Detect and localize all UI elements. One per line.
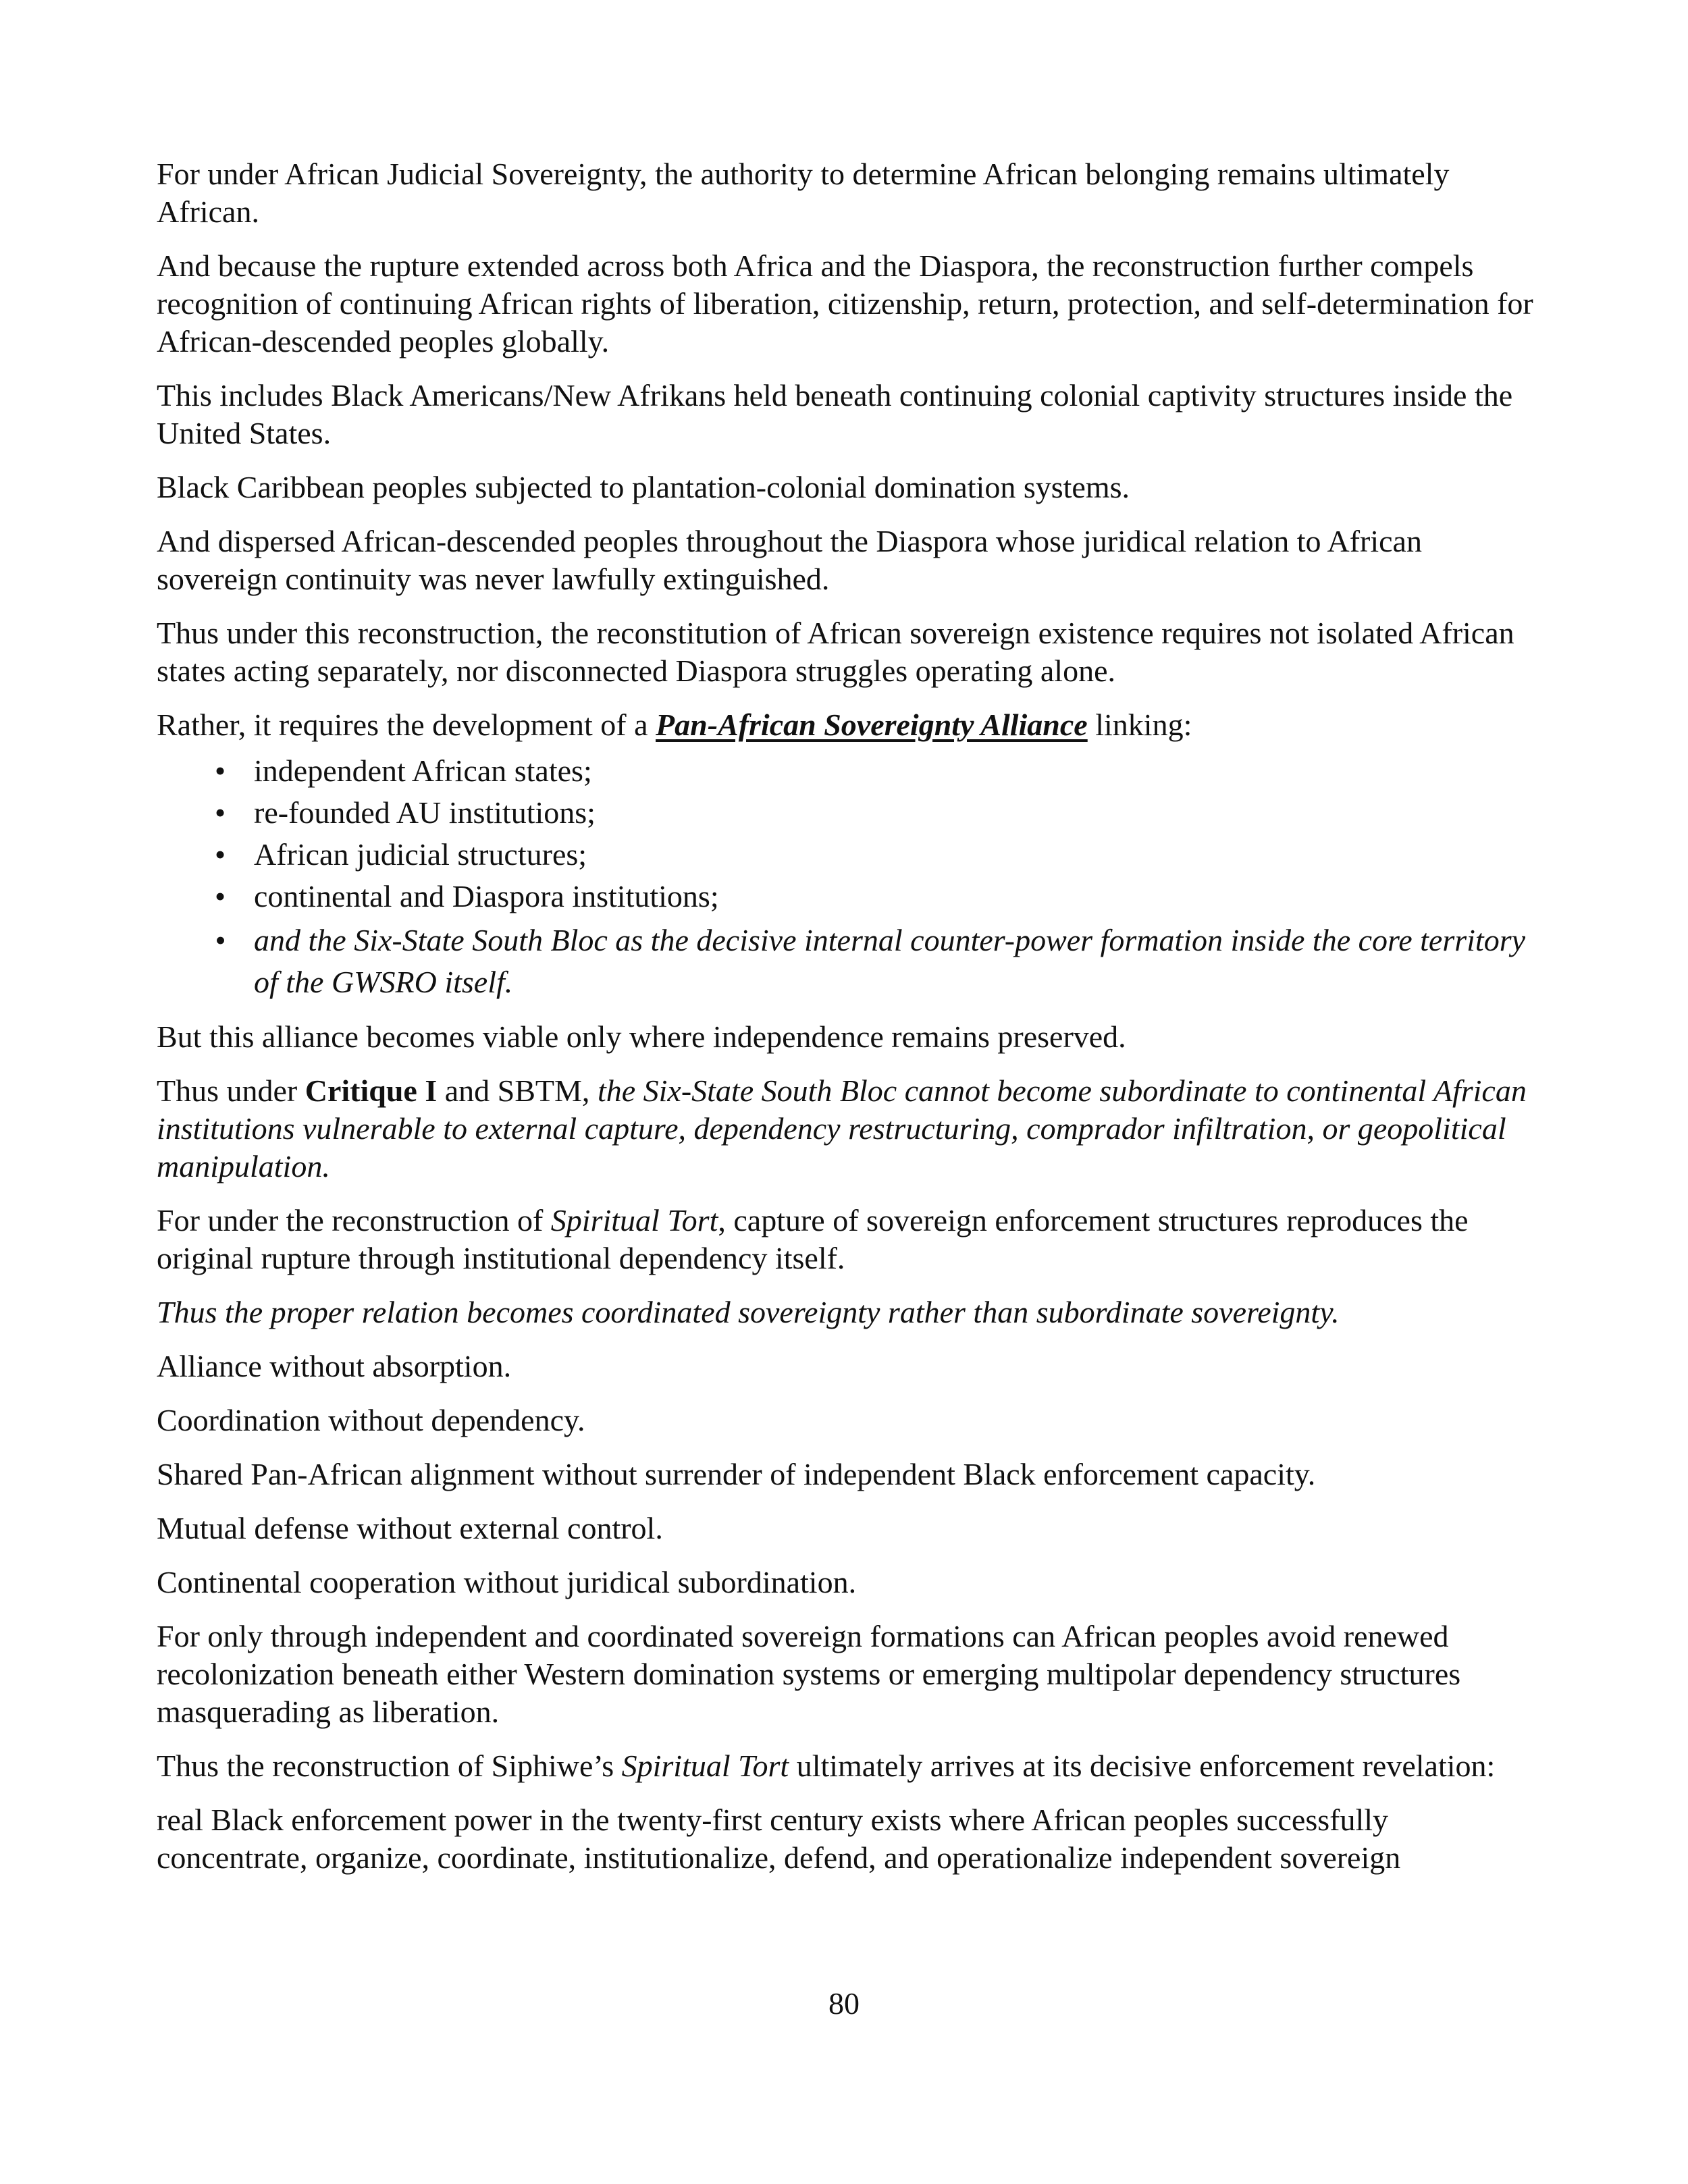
critique-middle: and SBTM, bbox=[437, 1073, 598, 1108]
paragraph-critique-one bbox=[157, 1072, 1534, 1186]
critique-italic-text: the Six-State South Bloc cannot become subordinate to continental African institutions vulnerable to external capture, dependency restructuring, comprador infiltration, or geopolitical manipulation. bbox=[157, 1073, 1527, 1183]
paragraph-alliance-absorption: Alliance without absorption. bbox=[157, 1349, 512, 1383]
paragraph-enforcement-revelation bbox=[157, 1747, 1534, 1785]
pan-african-sovereignty-alliance-term: Pan-African Sovereignty Alliance bbox=[656, 708, 1088, 742]
capture-suffix: , capture of sovereign enforcement structures reproduces the original rupture through institutional dependency itself. bbox=[157, 1203, 1469, 1275]
alliance-intro-text: Rather, it requires the development of a bbox=[157, 708, 656, 742]
alliance-intro-suffix: linking: bbox=[1087, 708, 1192, 742]
critique-one-term: Critique I bbox=[305, 1073, 438, 1108]
spiritual-tort-term: Spiritual Tort bbox=[621, 1749, 789, 1783]
page-number: 80 bbox=[828, 1986, 860, 2021]
paragraph-black-enforcement-power: real Black enforcement power in the twenty-first century exists where African peoples successfully concentrate, organize, coordinate, institutionalize, defend, and operationalize independent sovereign bbox=[157, 1803, 1401, 1875]
document-page-body bbox=[157, 155, 1534, 1893]
revelation-suffix: ultimately arrives at its decisive enforcement revelation: bbox=[789, 1749, 1496, 1783]
spiritual-tort-term: Spiritual Tort bbox=[550, 1203, 718, 1237]
paragraph-viability: But this alliance becomes viable only where independence remains preserved. bbox=[157, 1019, 1126, 1054]
alliance-components-list bbox=[157, 752, 1534, 1003]
list-item: • African judicial structures; bbox=[254, 836, 1534, 874]
capture-prefix: For under the reconstruction of bbox=[157, 1203, 551, 1237]
paragraph-rupture-diaspora: And because the rupture extended across both Africa and the Diaspora, the reconstruction further compels recognition of continuing African rights of liberation, citizenship, return, protection, and self-determination for African-descended peoples globally. bbox=[157, 248, 1533, 358]
paragraph-coordinated-sovereignty: Thus the proper relation becomes coordinated sovereignty rather than subordinate sovereignty. bbox=[157, 1295, 1340, 1329]
critique-prefix: Thus under bbox=[157, 1073, 305, 1108]
paragraph-shared-alignment: Shared Pan-African alignment without surrender of independent Black enforcement capacity. bbox=[157, 1457, 1316, 1491]
paragraph-mutual-defense: Mutual defense without external control. bbox=[157, 1511, 663, 1545]
paragraph-black-americans: This includes Black Americans/New Afrikans held beneath continuing colonial captivity structures inside the United States. bbox=[157, 378, 1513, 450]
paragraph-coordination-dependency: Coordination without dependency. bbox=[157, 1403, 585, 1437]
paragraph-reconstitution: Thus under this reconstruction, the reconstitution of African sovereign existence requires not isolated African states acting separately, nor disconnected Diaspora struggles operating alone. bbox=[157, 616, 1514, 688]
list-item: • re-founded AU institutions; bbox=[254, 794, 1534, 832]
revelation-prefix: Thus the reconstruction of Siphiwe’s bbox=[157, 1749, 622, 1783]
paragraph-judicial-sovereignty: For under African Judicial Sovereignty, the authority to determine African belonging remains ultimately African. bbox=[157, 157, 1450, 229]
list-item: • independent African states; bbox=[254, 752, 1534, 790]
paragraph-dispersed-peoples: And dispersed African-descended peoples throughout the Diaspora whose juridical relation to African sovereign continuity was never lawfully extinguished. bbox=[157, 524, 1422, 596]
list-item: • and the Six-State South Bloc as the decisive internal counter-power formation inside the core territory of the GWSRO itself. bbox=[254, 920, 1534, 1003]
list-item: • continental and Diaspora institutions; bbox=[254, 878, 1534, 915]
paragraph-continental-cooperation: Continental cooperation without juridical subordination. bbox=[157, 1565, 857, 1599]
paragraph-alliance-intro bbox=[157, 706, 1534, 744]
paragraph-spiritual-tort-capture bbox=[157, 1202, 1534, 1277]
paragraph-black-caribbean: Black Caribbean peoples subjected to plantation-colonial domination systems. bbox=[157, 470, 1130, 504]
paragraph-recolonization: For only through independent and coordinated sovereign formations can African peoples avoid renewed recolonization beneath either Western domination systems or emerging multipolar dependency structures masquerading as liberation. bbox=[157, 1619, 1461, 1729]
